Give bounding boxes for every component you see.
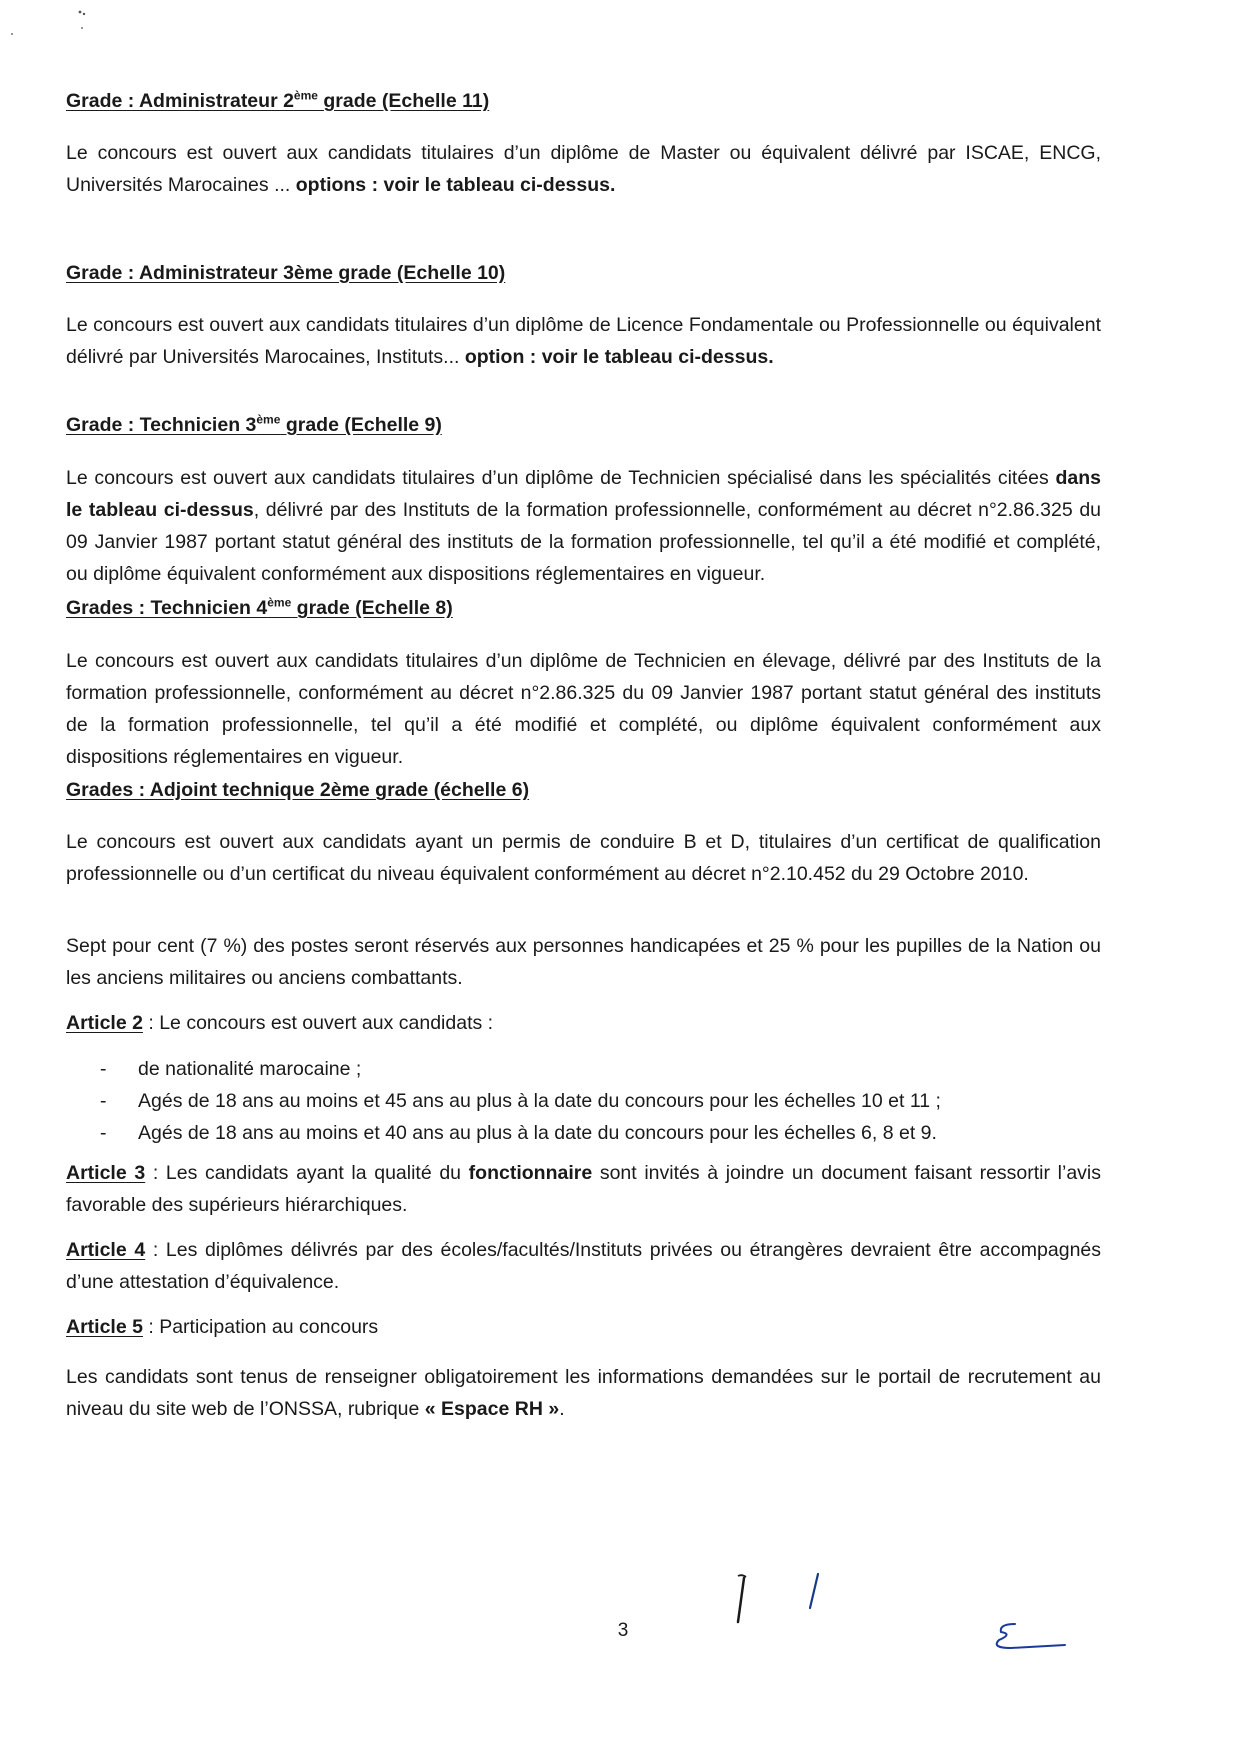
section-heading-admin-2: Grade : Administrateur 2ème grade (Echelle 11) <box>66 88 490 112</box>
section-paragraph-admin-2: Le concours est ouvert aux candidats titulaires d’un diplôme de Master ou équivalent délivré par ISCAE, ENCG, Universités Marocaines ... options : voir le tableau ci-dessus. <box>66 142 1101 196</box>
section-paragraph-technicien-3: Le concours est ouvert aux candidats titulaires d’un diplôme de Technicien spécialisé dans les spécialités citées dans le tableau ci-dessus, délivré par des Instituts de la formation professionnelle, conformément au décret n°2.86.325 du 09 Janvier 1987 portant statut général des instituts de la formation professionnelle, tel qu’il a été modifié et complété, ou diplôme équivalent conformément aux dispositions réglementaires en vigueur. <box>66 467 1102 585</box>
article-5: Article 5 : Participation au concours <box>66 1316 379 1338</box>
section-heading-technicien-3: Grade : Technicien 3ème grade (Echelle 9) <box>66 412 442 436</box>
section-heading-technicien-4: Grades : Technicien 4ème grade (Echelle 8) <box>66 595 453 619</box>
list-item: - de nationalité marocaine ; <box>100 1058 362 1080</box>
list-item: - Agés de 18 ans au moins et 40 ans au plus à la date du concours pour les échelles 6, 8 et 9. <box>100 1122 937 1144</box>
scan-specks <box>70 8 100 38</box>
section-heading-admin-3: Grade : Administrateur 3ème grade (Echelle 10) <box>66 262 506 284</box>
page-number: 3 <box>617 1620 629 1641</box>
section-paragraph-admin-3: Le concours est ouvert aux candidats titulaires d’un diplôme de Licence Fondamentale ou Professionnelle ou équivalent délivré par Universités Marocaines, Instituts... option : voir le tableau ci-dessus. <box>66 314 1101 368</box>
article-4-label: Article 4 <box>66 1239 146 1261</box>
section-heading-adjoint-technique: Grades : Adjoint technique 2ème grade (échelle 6) <box>66 779 530 801</box>
article-4: Article 4 : Les diplômes délivrés par des écoles/facultés/Instituts privées ou étrangères devraient être accompagnés d’une attestation d’équivalence. <box>66 1239 1102 1293</box>
article-2-list <box>66 1053 1101 1149</box>
article-2-label: Article 2 <box>66 1012 143 1034</box>
scan-speck <box>8 30 18 40</box>
article-3: Article 3 : Les candidats ayant la qualité du fonctionnaire sont invités à joindre un document faisant ressortir l’avis favorable des supérieurs hiérarchiques. <box>66 1162 1101 1216</box>
article-3-label: Article 3 <box>66 1162 146 1184</box>
article-5-label: Article 5 <box>66 1316 143 1338</box>
article-2: Article 2 : Le concours est ouvert aux candidats : <box>66 1012 494 1034</box>
quota-paragraph: Sept pour cent (7 %) des postes seront réservés aux personnes handicapées et 25 % pour les pupilles de la Nation ou les anciens militaires ou anciens combattants. <box>66 935 1101 989</box>
section-paragraph-adjoint-technique: Le concours est ouvert aux candidats ayant un permis de conduire B et D, titulaires d’un certificat de qualification professionnelle ou d’un certificat du niveau équivalent conformément au décret n°2.10.452 du 29 Octobre 2010. <box>66 831 1101 885</box>
section-paragraph-technicien-4: Le concours est ouvert aux candidats titulaires d’un diplôme de Technicien en élevage, délivré par des Instituts de la formation professionnelle, conformément au décret n°2.86.325 du 09 Janvier 1987 portant statut général des instituts de la formation professionnelle, tel qu’il a été modifié et complété, ou diplôme équivalent conformément aux dispositions réglementaires en vigueur. <box>66 650 1101 768</box>
article-5-paragraph: Les candidats sont tenus de renseigner obligatoirement les informations demandées sur le portail de recrutement au niveau du site web de l’ONSSA, rubrique « Espace RH ». <box>66 1366 1101 1420</box>
list-item: - Agés de 18 ans au moins et 45 ans au plus à la date du concours pour les échelles 10 et 11 ; <box>100 1090 941 1112</box>
